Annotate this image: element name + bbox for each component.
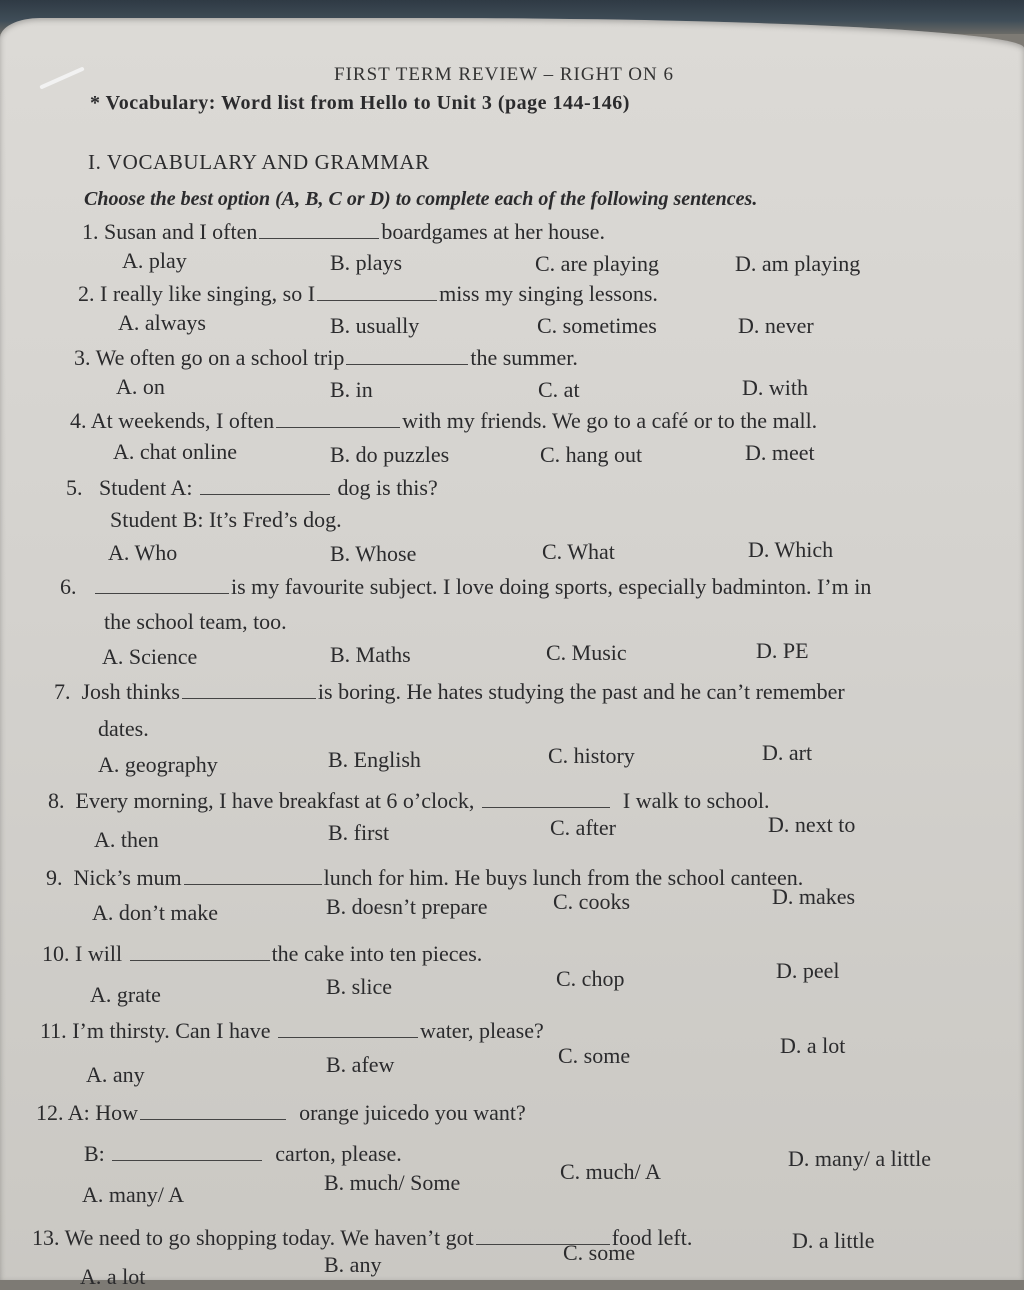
option-12b[interactable]: B. much/ Some	[324, 1170, 461, 1195]
option-13c[interactable]: C. some	[563, 1240, 636, 1265]
option-9c[interactable]: C. cooks	[553, 889, 630, 914]
option-5b[interactable]: B. Whose	[330, 541, 417, 566]
option-7a[interactable]: A. geography	[98, 752, 218, 777]
question-5: 5. Student A: dog is this?	[66, 474, 438, 500]
question-1: 1. Susan and I often boardgames at her house.	[82, 218, 605, 244]
option-10d[interactable]: D. peel	[776, 958, 840, 983]
option-8b[interactable]: B. first	[328, 820, 390, 845]
option-9a[interactable]: A. don’t make	[92, 900, 219, 925]
option-7b[interactable]: B. English	[328, 747, 421, 772]
question-3: 3. We often go on a school trip the summer.	[74, 344, 578, 370]
option-10a[interactable]: A. grate	[90, 982, 161, 1007]
option-1d[interactable]: D. am playing	[735, 251, 861, 276]
option-4c[interactable]: C. hang out	[540, 442, 643, 467]
option-10c[interactable]: C. chop	[556, 966, 625, 991]
question-6-line2: the school team, too.	[104, 609, 287, 634]
option-4d[interactable]: D. meet	[745, 440, 815, 465]
worksheet-title: FIRST TERM REVIEW – RIGHT ON 6	[334, 64, 675, 85]
question-13: 13. We need to go shopping today. We haven’t got food left.	[32, 1224, 693, 1250]
question-9: 9. Nick’s mum lunch for him. He buys lunch from the school canteen.	[46, 864, 804, 890]
option-4a[interactable]: A. chat online	[113, 439, 238, 464]
option-9b[interactable]: B. doesn’t prepare	[326, 894, 488, 919]
option-2a[interactable]: A. always	[118, 310, 206, 335]
question-12-line2: B: carton, please.	[84, 1140, 402, 1166]
option-13b[interactable]: B. any	[324, 1252, 382, 1277]
option-1a[interactable]: A. play	[122, 248, 187, 273]
option-11b[interactable]: B. afew	[326, 1052, 395, 1077]
option-6a[interactable]: A. Science	[102, 644, 198, 669]
option-7c[interactable]: C. history	[548, 743, 635, 768]
option-12c[interactable]: C. much/ A	[560, 1159, 661, 1184]
option-13d[interactable]: D. a little	[792, 1228, 875, 1253]
option-3d[interactable]: D. with	[742, 375, 808, 400]
question-2: 2. I really like singing, so I miss my singing lessons.	[78, 280, 658, 306]
option-6d[interactable]: D. PE	[756, 638, 809, 663]
option-3c[interactable]: C. at	[538, 377, 580, 402]
instructions: Choose the best option (A, B, C or D) to complete each of the following sentences.	[84, 188, 758, 210]
option-8d[interactable]: D. next to	[768, 812, 856, 837]
option-6c[interactable]: C. Music	[546, 640, 627, 665]
option-5a[interactable]: A. Who	[108, 540, 178, 565]
option-5d[interactable]: D. Which	[748, 537, 834, 562]
option-2b[interactable]: B. usually	[330, 313, 420, 338]
question-12: 12. A: How orange juicedo you want?	[36, 1099, 526, 1125]
option-2d[interactable]: D. never	[738, 313, 814, 338]
question-8: 8. Every morning, I have breakfast at 6 o’clock, I walk to school.	[48, 787, 770, 813]
option-11c[interactable]: C. some	[558, 1043, 631, 1068]
question-6: 6. is my favourite subject. I love doing sports, especially badminton. I’m in	[60, 573, 872, 599]
option-3b[interactable]: B. in	[330, 377, 373, 402]
option-1c[interactable]: C. are playing	[535, 251, 660, 276]
question-10: 10. I will the cake into ten pieces.	[42, 940, 483, 966]
vocabulary-note: * Vocabulary: Word list from Hello to Unit 3 (page 144-146)	[90, 92, 630, 114]
option-4b[interactable]: B. do puzzles	[330, 442, 450, 467]
option-6b[interactable]: B. Maths	[330, 642, 411, 667]
option-8a[interactable]: A. then	[94, 827, 159, 852]
section-heading: I. VOCABULARY AND GRAMMAR	[88, 150, 430, 174]
option-9d[interactable]: D. makes	[772, 884, 856, 909]
option-11d[interactable]: D. a lot	[780, 1033, 846, 1058]
option-13a[interactable]: A. a lot	[80, 1264, 146, 1289]
question-5-line2: Student B: It’s Fred’s dog.	[110, 507, 342, 532]
option-8c[interactable]: C. after	[550, 815, 616, 840]
option-5c[interactable]: C. What	[542, 539, 615, 564]
option-2c[interactable]: C. sometimes	[537, 313, 657, 338]
option-3a[interactable]: A. on	[116, 374, 165, 399]
option-7d[interactable]: D. art	[762, 740, 813, 765]
option-12d[interactable]: D. many/ a little	[788, 1146, 931, 1171]
question-7: 7. Josh thinks is boring. He hates studying the past and he can’t remember	[54, 678, 845, 704]
question-7-line2: dates.	[98, 716, 149, 741]
option-10b[interactable]: B. slice	[326, 974, 392, 999]
question-11: 11. I’m thirsty. Can I have water, please?	[40, 1017, 544, 1043]
option-11a[interactable]: A. any	[86, 1062, 145, 1087]
question-4: 4. At weekends, I often with my friends. We go to a café or to the mall.	[70, 407, 818, 433]
option-1b[interactable]: B. plays	[330, 250, 403, 275]
option-12a[interactable]: A. many/ A	[82, 1182, 185, 1207]
